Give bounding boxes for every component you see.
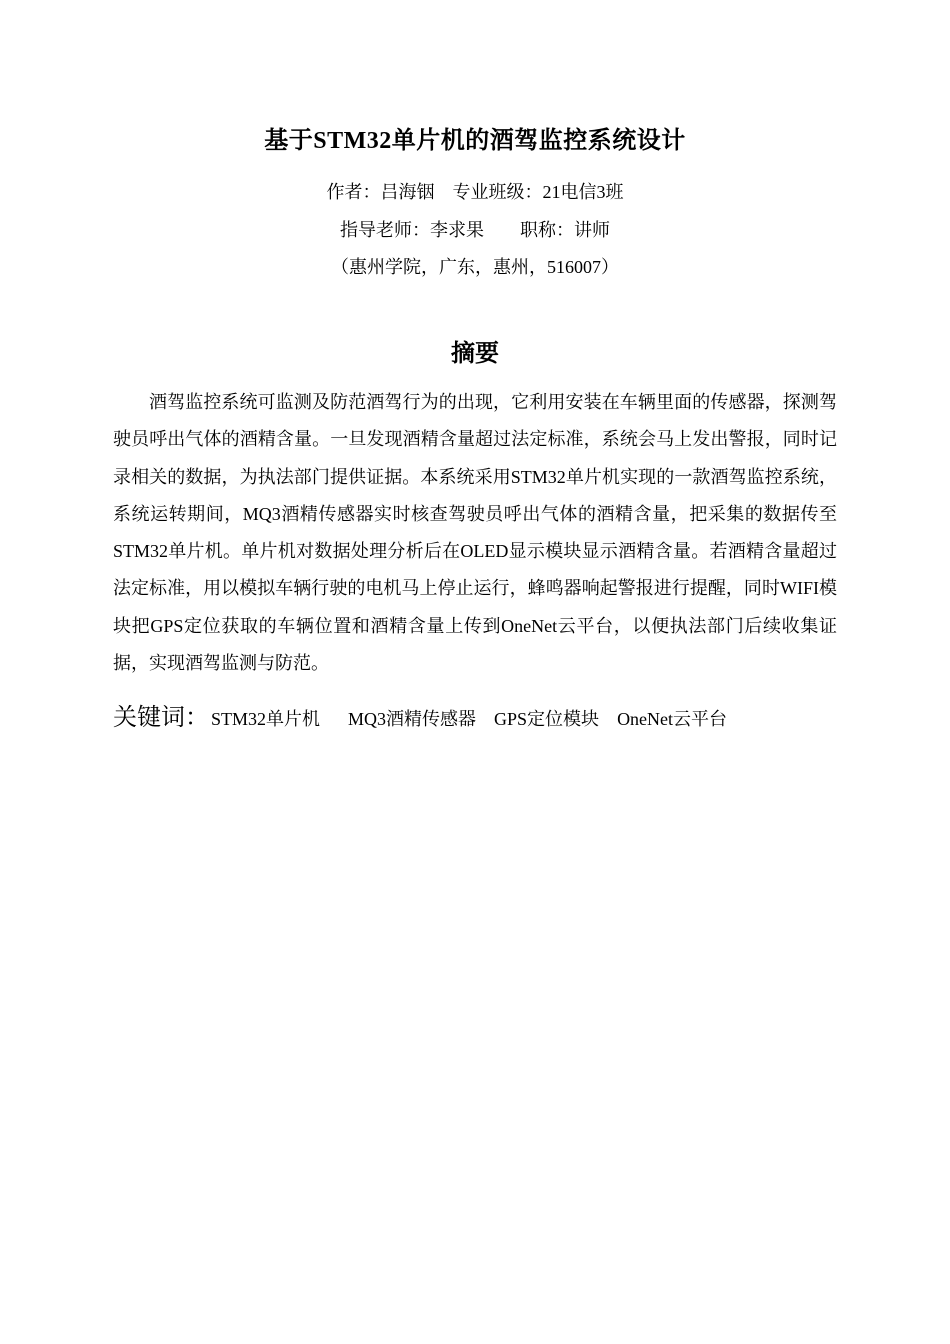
- advisor-line: 指导老师：李求果 职称：讲师: [340, 220, 610, 240]
- keywords-line: [113, 697, 853, 732]
- keywords-label: 关键词：: [113, 703, 209, 731]
- affiliation-line: （惠州学院，广东，惠州，516007）: [331, 257, 619, 277]
- keyword-item: OneNet云平台: [617, 709, 728, 729]
- abstract-body: 酒驾监控系统可监测及防范酒驾行为的出现，它利用安装在车辆里面的传感器，探测驾驶员呼出气体的酒精含量。一旦发现酒精含量超过法定标准，系统会马上发出警报，同时记录相关的数据，为执法部门提供证据。本系统采用STM32单片机实现的一款酒驾监控系统，系统运转期间，MQ3酒精传感器实时核查驾驶员呼出气体的酒精含量，把采集的数据传至STM32单片机。单片机对数据处理分析后在OLED显示模块显示酒精含量。若酒精含量超过法定标准，用以模拟车辆行驶的电机马上停止运行，蜂鸣器响起警报进行提醒，同时WIFI模块把GPS定位获取的车辆位置和酒精含量上传到OneNet云平台，以便执法部门后续收集证据，实现酒驾监测与防范。: [113, 392, 837, 674]
- paper-title: 基于STM32单片机的酒驾监控系统设计: [264, 128, 686, 154]
- abstract-heading: 摘要: [451, 339, 499, 367]
- author-line: 作者：吕海铟 专业班级：21电信3班: [326, 182, 624, 202]
- keyword-item: GPS定位模块: [494, 709, 600, 729]
- keyword-item: STM32单片机: [211, 709, 321, 729]
- keyword-item: MQ3酒精传感器: [348, 709, 477, 729]
